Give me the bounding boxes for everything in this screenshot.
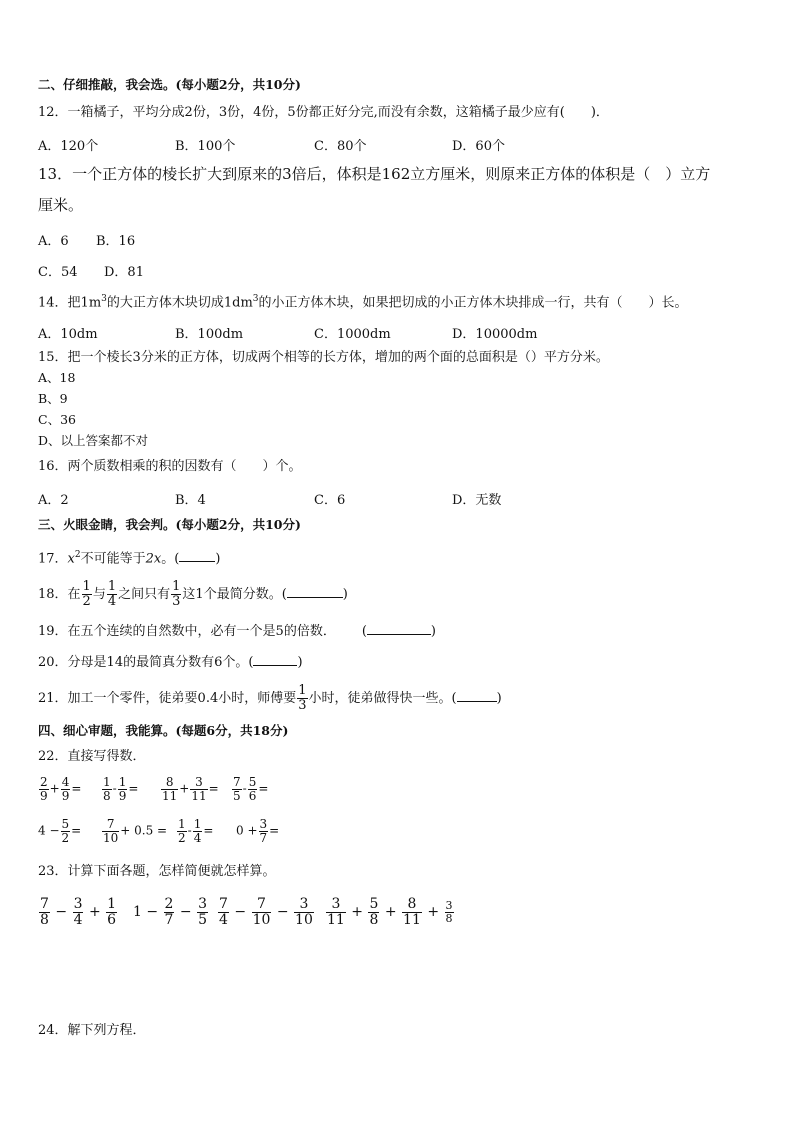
fraction: $\frac{1}{3}$ <box>298 683 307 713</box>
option-d: D．81 <box>104 265 144 280</box>
option-d: D．无数 <box>452 493 502 508</box>
answer-blank[interactable] <box>287 587 343 598</box>
fraction: $\frac{1}{2}$ <box>82 579 91 609</box>
option-c: C．80个 <box>314 139 367 154</box>
question-13-line1: 13．一个正方体的棱长扩大到原来的3倍后，体积是162立方厘米，则原来正方体的体积是（ ）立方 <box>38 165 711 183</box>
option-c: C．6 <box>314 493 346 508</box>
expression-23-4: $\frac{3}{11}$ + $\frac{5}{8}$ + $\frac{8}{11}$ + $\frac{3}{8}$ <box>327 896 453 928</box>
section-2-heading: 二、仔细推敲，我会选。(每小题2分，共10分) <box>38 77 301 92</box>
question-14 <box>38 290 688 312</box>
expression-22-7: $\frac{1}{2}$ - $\frac{1}{4}$ = <box>178 817 214 845</box>
question-22-title: 22．直接写得数． <box>38 749 146 764</box>
option-a: A．6 <box>38 234 69 249</box>
answer-blank[interactable] <box>179 551 215 562</box>
section-4-heading: 四、细心审题，我能算。(每题6分，共18分) <box>38 723 289 738</box>
fraction: $\frac{1}{3}$ <box>172 579 181 609</box>
question-24-title: 24．解下列方程． <box>38 1023 146 1038</box>
question-16: 16．两个质数相乘的积的因数有（ ）个。 <box>38 459 302 474</box>
answer-blank[interactable] <box>367 624 431 635</box>
answer-blank[interactable] <box>457 691 497 702</box>
expression-22-8: 0 + $\frac{3}{7}$ = <box>236 817 280 845</box>
q15-option-c: C、36 <box>38 412 76 427</box>
expression-22-4: $\frac{7}{5}$ - $\frac{5}{6}$ = <box>233 775 269 803</box>
expression-23-3: $\frac{7}{4}$ − $\frac{7}{10}$ − $\frac{3}{10}$ <box>219 896 313 928</box>
expression-22-5: 4 − $\frac{5}{2}$ = <box>38 817 82 845</box>
question-17: 17．$x^2$不可能等于2x。( ) <box>38 550 221 567</box>
question-13-line2: 厘米。 <box>38 196 84 214</box>
question-23-title: 23．计算下面各题，怎样简便就怎样算。 <box>38 864 276 879</box>
expression-22-1: $\frac{2}{9}$ + $\frac{4}{9}$ = <box>40 775 82 803</box>
question-12: 12．一箱橘子，平均分成2份，3份，4份，5份都正好分完,而没有余数，这箱橘子最少应有( )． <box>38 105 609 120</box>
question-20: 20．分母是14的最简真分数有6个。( ) <box>38 655 303 670</box>
q14-part2: 的大正方体木块切成1dm <box>106 295 253 311</box>
section-3-heading: 三、火眼金睛，我会判。(每小题2分，共10分) <box>38 517 301 532</box>
option-b: B．100个 <box>175 139 236 154</box>
q14-part3: 的小正方体木块，如果把切成的小正方体木块排成一行，共有（ ）长。 <box>258 295 688 311</box>
question-21: 21．加工一个零件，徒弟要0.4小时，师傅要 $\frac{1}{3}$ 小时，徒弟做得快一些。( ) <box>38 683 502 713</box>
q15-option-a: A、18 <box>38 370 76 385</box>
q14-sup1: 3 <box>101 294 107 304</box>
q15-option-b: B、9 <box>38 391 68 406</box>
q14-part1: 14．把1m <box>38 295 102 311</box>
expression-23-1: $\frac{7}{8}$ − $\frac{3}{4}$ + $\frac{1}{6}$ <box>40 896 117 928</box>
option-d: D．10000dm <box>452 327 538 342</box>
expression-22-2: $\frac{1}{8}$ - $\frac{1}{9}$ = <box>103 775 139 803</box>
q14-sup2: 3 <box>252 294 259 304</box>
option-a: A．10dm <box>38 327 98 342</box>
option-c: C．1000dm <box>314 327 391 342</box>
option-b: B．16 <box>96 234 136 249</box>
question-19: 19．在五个连续的自然数中，必有一个是5的倍数． ( ) <box>38 624 436 639</box>
expression-22-6: $\frac{7}{10}$ + 0.5 = <box>103 817 168 845</box>
question-15: 15．把一个棱长3分米的正方体，切成两个相等的长方体，增加的两个面的总面积是（）平方分米。 <box>38 350 609 365</box>
q15-option-d: D、以上答案都不对 <box>38 433 149 448</box>
option-b: B．4 <box>175 493 206 508</box>
question-18: 18．在 $\frac{1}{2}$ 与 $\frac{1}{4}$ 之间只有 $\frac{1}{3}$ 这1个最简分数。( ) <box>38 579 348 609</box>
fraction: $\frac{1}{4}$ <box>107 579 117 609</box>
option-d: D．60个 <box>452 139 505 154</box>
option-b: B．100dm <box>175 327 244 342</box>
option-c: C．54 <box>38 265 78 280</box>
expression-22-3: $\frac{8}{11}$ + $\frac{3}{11}$ = <box>162 775 219 803</box>
answer-blank[interactable] <box>253 655 297 666</box>
expression-23-2: 1 − $\frac{2}{7}$ − $\frac{3}{5}$ <box>133 896 208 928</box>
option-a: A．2 <box>38 493 69 508</box>
option-a: A．120个 <box>38 139 99 154</box>
